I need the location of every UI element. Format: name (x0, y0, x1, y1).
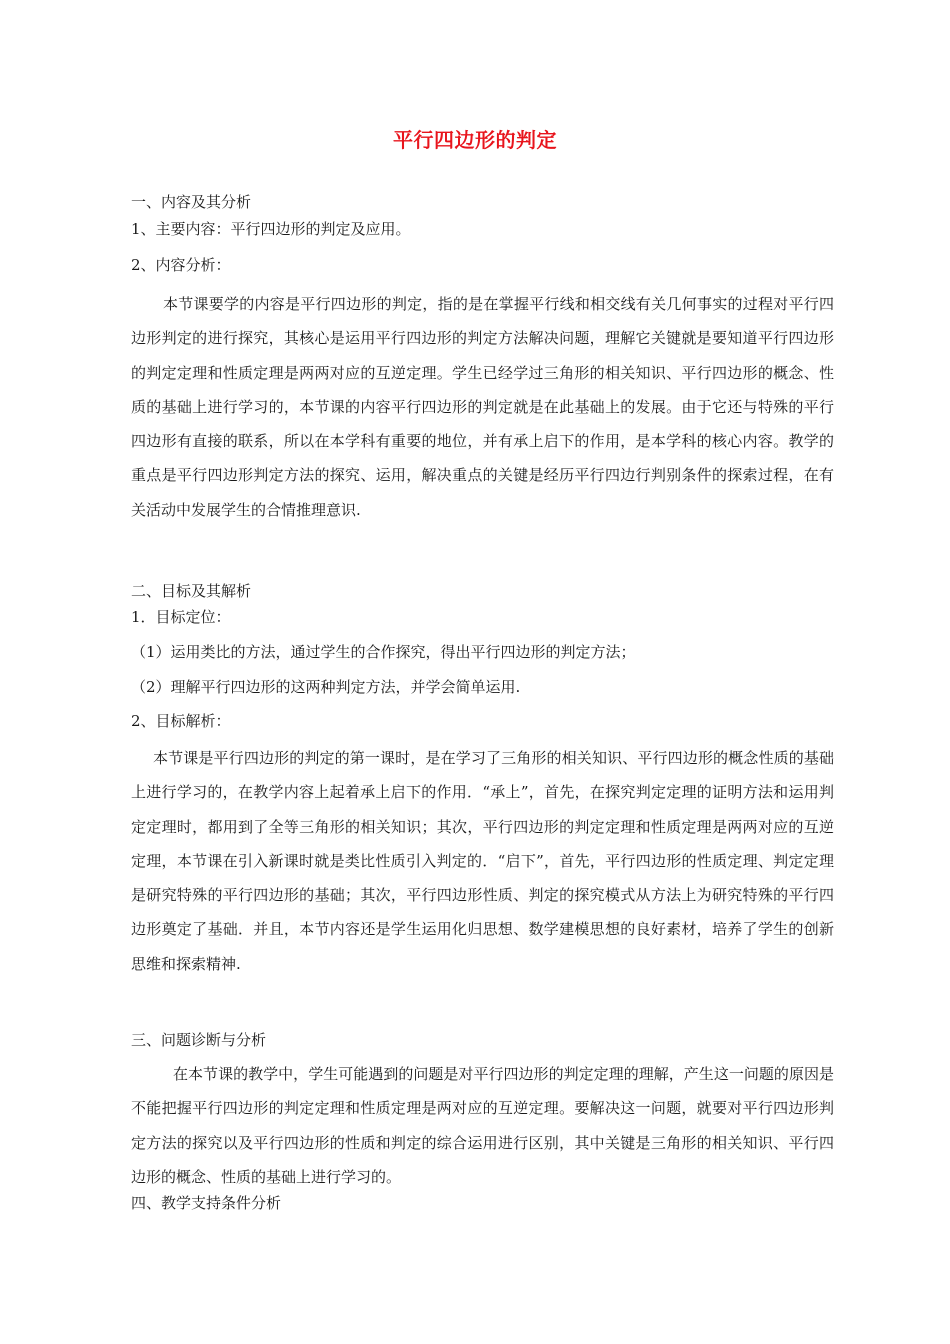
section-2-paragraph: 本节课是平行四边形的判定的第一课时，是在学习了三角形的相关知识、平行四边形的概念性质的基础上进行学习的，在教学内容上起着承上启下的作用．“承上”，首先，在探究判定定理的证明方法和运用判定定理时，都用到了全等三角形的相关知识；其次，平行四边形的判定定理和性质定理是两两对应的互逆定理，本节课在引入新课时就是类比性质引入判定的．“启下”，首先，平行四边形的性质定理、判定定理是研究特殊的平行四边形的基础；其次，平行四边形性质、判定的探究模式从方法上为研究特殊的平行四边形奠定了基础．并且，本节内容还是学生运用化归思想、数学建模思想的良好素材，培养了学生的创新思维和探索精神. (131, 749, 834, 973)
section-1-analysis-label: 2、内容分析： (131, 256, 231, 274)
section-2-goal-position-label: 1．目标定位： (131, 608, 231, 626)
section-4-heading: 四、教学支持条件分析 (131, 1194, 282, 1212)
document-title: 平行四边形的判定 (393, 128, 557, 152)
section-2-heading: 二、目标及其解析 (131, 582, 252, 600)
section-1-main-content: 1、主要内容：平行四边形的判定及应用。 (131, 220, 411, 238)
section-2-goal-1: （1）运用类比的方法，通过学生的合作探究，得出平行四边形的判定方法； (131, 643, 636, 661)
section-2-goal-analysis-label: 2、目标解析： (131, 712, 231, 730)
section-1-paragraph: 本节课要学的内容是平行四边形的判定，指的是在掌握平行线和相交线有关几何事实的过程对平行四边形判定的进行探究，其核心是运用平行四边形的判定方法解决问题，理解它关键就是要知道平行四边形的判定定理和性质定理是两两对应的互逆定理。学生已经学过三角形的相关知识、平行四边形的概念、性质的基础上进行学习的，本节课的内容平行四边形的判定就是在此基础上的发展。由于它还与特殊的平行四边形有直接的联系，所以在本学科有重要的地位，并有承上启下的作用，是本学科的核心内容。教学的重点是平行四边形判定方法的探究、运用，解决重点的关键是经历平行四边行判别条件的探索过程，在有关活动中发展学生的合情推理意识. (131, 295, 834, 519)
section-3-paragraph: 在本节课的教学中，学生可能遇到的问题是对平行四边形的判定定理的理解，产生这一问题的原因是不能把握平行四边形的判定定理和性质定理是两对应的互逆定理。要解决这一问题，就要对平行四边形判定方法的探究以及平行四边形的性质和判定的综合运用进行区别，其中关键是三角形的相关知识、平行四边形的概念、性质的基础上进行学习的。 (131, 1065, 834, 1186)
section-1-heading: 一、内容及其分析 (131, 193, 252, 211)
section-2-goal-2: （2）理解平行四边形的这两种判定方法，并学会简单运用. (131, 678, 521, 696)
section-3-heading: 三、问题诊断与分析 (131, 1031, 267, 1049)
